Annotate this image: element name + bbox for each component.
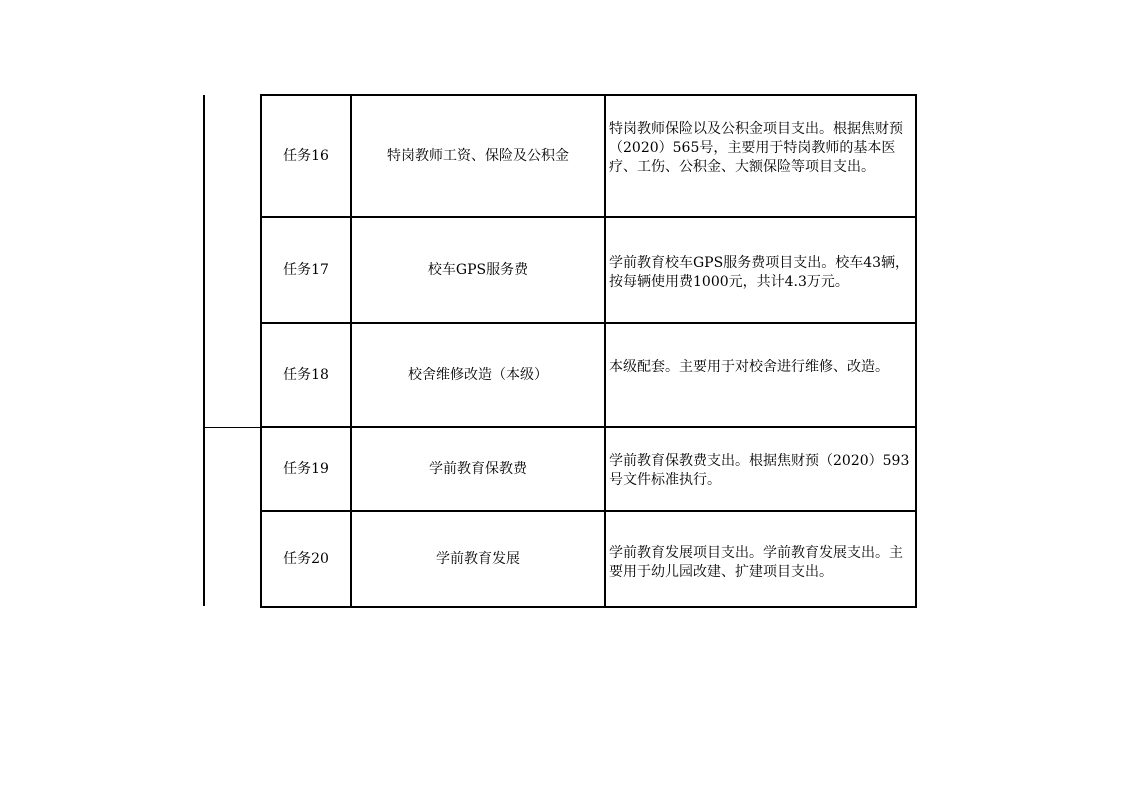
task-description-cell: 学前教育保教费支出。根据焦财预（2020）593号文件标准执行。	[605, 427, 916, 511]
table-row	[261, 217, 916, 323]
task-id-cell: 任务20	[261, 511, 351, 607]
task-description-cell: 学前教育校车GPS服务费项目支出。校车43辆，按每辆使用费1000元，共计4.3万元。	[605, 217, 916, 323]
left-border-line	[203, 95, 205, 606]
table-row	[261, 511, 916, 607]
task-name-cell: 校车GPS服务费	[351, 217, 605, 323]
task-description-cell: 学前教育发展项目支出。学前教育发展支出。主要用于幼儿园改建、扩建项目支出。	[605, 511, 916, 607]
task-name-cell: 学前教育发展	[351, 511, 605, 607]
table-row	[261, 323, 916, 427]
task-id-cell: 任务18	[261, 323, 351, 427]
task-id-cell: 任务19	[261, 427, 351, 511]
table-row	[261, 427, 916, 511]
task-table	[260, 94, 917, 608]
task-description-cell: 特岗教师保险以及公积金项目支出。根据焦财预（2020）565号，主要用于特岗教师的基本医疗、工伤、公积金、大额保险等项目支出。	[605, 95, 916, 217]
task-name-cell: 校舍维修改造（本级）	[351, 323, 605, 427]
task-name-cell: 学前教育保教费	[351, 427, 605, 511]
group-separator-line	[204, 427, 261, 428]
table-row	[261, 95, 916, 217]
task-id-cell: 任务16	[261, 95, 351, 217]
task-id-cell: 任务17	[261, 217, 351, 323]
task-description-cell: 本级配套。主要用于对校舍进行维修、改造。	[605, 323, 916, 427]
task-name-cell: 特岗教师工资、保险及公积金	[351, 95, 605, 217]
